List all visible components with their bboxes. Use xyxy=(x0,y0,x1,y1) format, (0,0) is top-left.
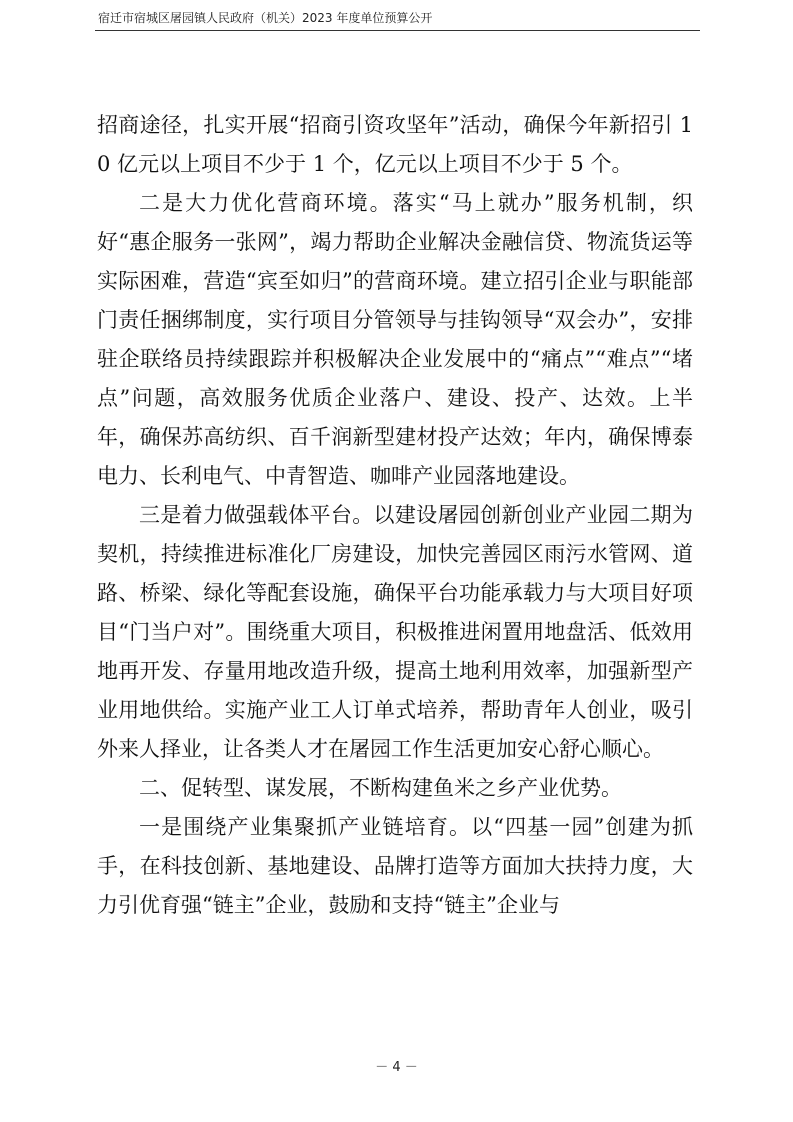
paragraph-5: 一是围绕产业集聚抓产业链培育。以“四基一园”创建为抓手，在科技创新、基地建设、品牌打造等方面加大扶持力度，大力引优育强“链主”企业，鼓励和支持“链主”企业与 xyxy=(97,815,693,917)
paragraph-4-heading: 二、促转型、谋发展，不断构建鱼米之乡产业优势。 xyxy=(139,776,622,800)
header-divider xyxy=(95,30,700,31)
document-header: 宿迁市宿城区屠园镇人民政府（机关）2023 年度单位预算公开 xyxy=(98,11,433,25)
document-body xyxy=(97,106,693,925)
paragraph-1: 招商途径，扎实开展“招商引资攻坚年”活动，确保今年新招引 10 亿元以上项目不少于 1 个，亿元以上项目不少于 5 个。 xyxy=(97,113,693,176)
page-number: － 4 － xyxy=(375,1060,418,1075)
paragraph-3: 三是着力做强载体平台。以建设屠园创新创业产业园二期为契机，持续推进标准化厂房建设，加快完善园区雨污水管网、道路、桥梁、绿化等配套设施，确保平台功能承载力与大项目好项目“门当户对”。围绕重大项目，积极推进闲置用地盘活、低效用地再开发、存量用地改造升级，提高土地利用效率，加强新型产业用地供给。实施产业工人订单式培养，帮助青年人创业，吸引外来人择业，让各类人才在屠园工作生活更加安心舒心顺心。 xyxy=(97,503,693,761)
paragraph-2: 二是大力优化营商环境。落实“马上就办”服务机制，织好“惠企服务一张网”，竭力帮助企业解决金融信贷、物流货运等实际困难，营造“宾至如归”的营商环境。建立招引企业与职能部门责任捆绑制度，实行项目分管领导与挂钩领导“双会办”，安排驻企联络员持续跟踪并积极解决企业发展中的“痛点”“难点”“堵点”问题，高效服务优质企业落户、建设、投产、达效。上半年，确保苏高纺织、百千润新型建材投产达效；年内，确保博泰电力、长利电气、中青智造、咖啡产业园落地建设。 xyxy=(97,191,693,488)
